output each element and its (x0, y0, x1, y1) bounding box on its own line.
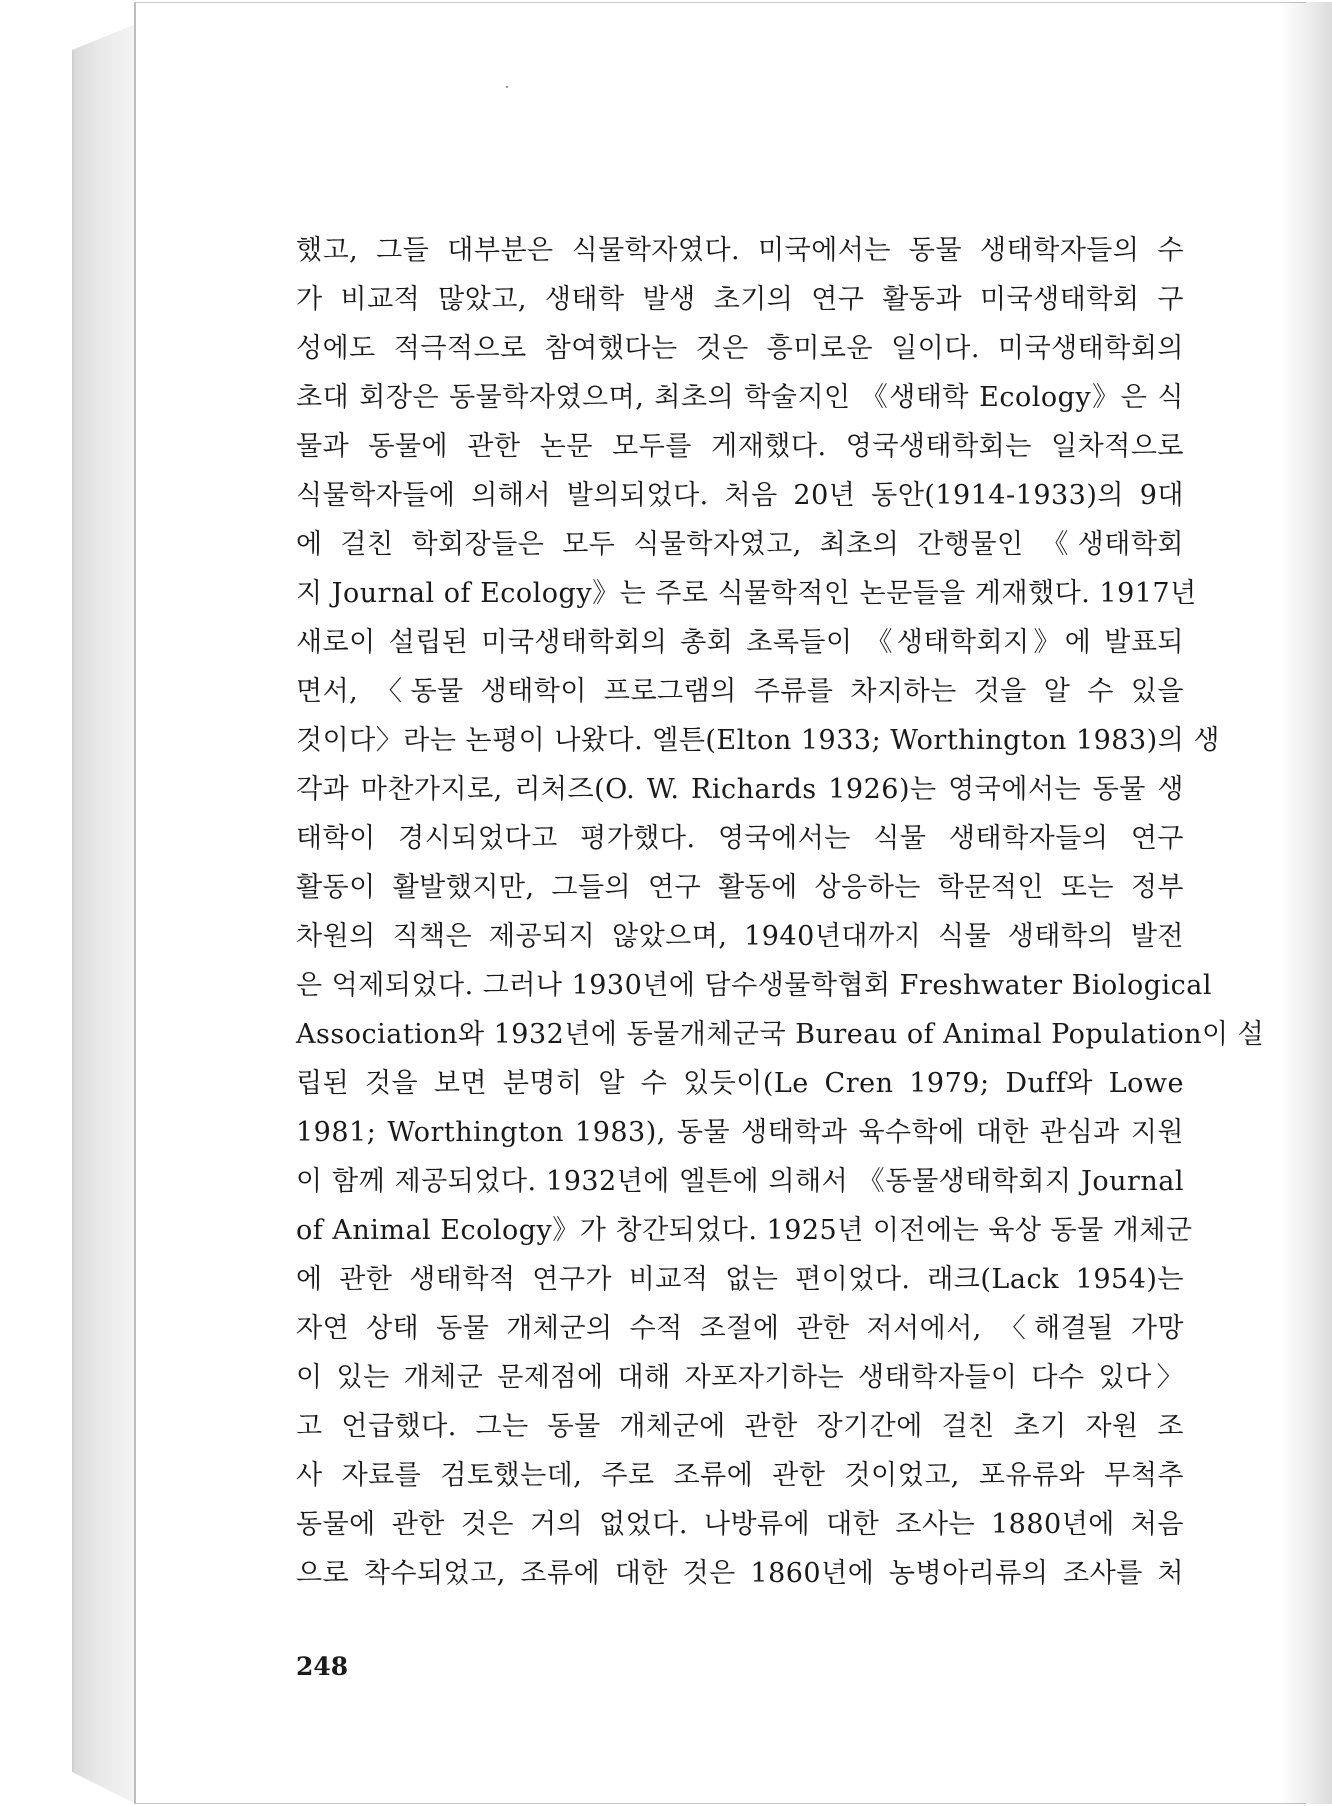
page-shadow (1280, 2, 1332, 1804)
text-line: Association와 1932년에 동물개체군국 Bureau of Animal Population이 설 (296, 1019, 1265, 1050)
text-line: 면서, 〈동물 생태학이 프로그램의 주류를 차지하는 것을 알 수 있을 (296, 676, 1184, 707)
text-line: 태학이 경시되었다고 평가했다. 영국에서는 식물 생태학자들의 연구 (296, 823, 1184, 854)
text-line: 에 관한 생태학적 연구가 비교적 없는 편이었다. 래크(Lack 1954)는 (296, 1264, 1184, 1295)
text-line: of Animal Ecology》가 창간되었다. 1925년 이전에는 육상 동물 개체군 (296, 1215, 1193, 1246)
text-line: 으로 착수되었고, 조류에 대한 것은 1860년에 농병아리류의 조사를 처 (296, 1558, 1184, 1589)
text-line: 했고, 그들 대부분은 식물학자였다. 미국에서는 동물 생태학자들의 수 (296, 235, 1184, 266)
text-line: 가 비교적 많았고, 생태학 발생 초기의 연구 활동과 미국생태학회 구 (296, 284, 1184, 315)
text-line: 각과 마찬가지로, 리처즈(O. W. Richards 1926)는 영국에서는 동물 생 (296, 774, 1184, 805)
text-line: 것이다〉라는 논평이 나왔다. 엘튼(Elton 1933; Worthington 1983)의 생 (296, 725, 1220, 756)
text-line: 초대 회장은 동물학자였으며, 최초의 학술지인 《생태학 Ecology》은 식 (296, 382, 1184, 413)
text-line: 새로이 설립된 미국생태학회의 총회 초록들이 《생태학회지》에 발표되 (296, 627, 1184, 658)
text-line: 고 언급했다. 그는 동물 개체군에 관한 장기간에 걸친 초기 자원 조 (296, 1411, 1184, 1442)
text-line: 지 Journal of Ecology》는 주로 식물학적인 논문들을 게재했다. 1917년 (296, 578, 1197, 609)
text-line: 활동이 활발했지만, 그들의 연구 활동에 상응하는 학문적인 또는 정부 (296, 872, 1184, 903)
text-line: 물과 동물에 관한 논문 모두를 게재했다. 영국생태학회는 일차적으로 (296, 431, 1184, 462)
text-line: 차원의 직책은 제공되지 않았으며, 1940년대까지 식물 생태학의 발전 (296, 921, 1184, 952)
text-line: 1981; Worthington 1983), 동물 생태학과 육수학에 대한 관심과 지원 (296, 1117, 1184, 1148)
page-number: 248 (296, 1652, 349, 1681)
book-edge (72, 24, 136, 1804)
text-line: 성에도 적극적으로 참여했다는 것은 흥미로운 일이다. 미국생태학회의 (296, 333, 1184, 364)
body-text (296, 226, 1265, 1598)
text-line: 자연 상태 동물 개체군의 수적 조절에 관한 저서에서, 〈해결될 가망 (296, 1313, 1184, 1344)
text-line: 이 있는 개체군 문제점에 대해 자포자기하는 생태학자들이 다수 있다〉 (296, 1362, 1184, 1393)
text-line: 립된 것을 보면 분명히 알 수 있듯이(Le Cren 1979; Duff와 Lowe (296, 1068, 1184, 1099)
scan-speck (506, 86, 508, 88)
text-line: 동물에 관한 것은 거의 없었다. 나방류에 대한 조사는 1880년에 처음 (296, 1509, 1184, 1540)
text-line: 식물학자들에 의해서 발의되었다. 처음 20년 동안(1914-1933)의 9대 (296, 480, 1184, 511)
text-line: 에 걸친 학회장들은 모두 식물학자였고, 최초의 간행물인 《생태학회 (296, 529, 1184, 560)
text-line: 사 자료를 검토했는데, 주로 조류에 관한 것이었고, 포유류와 무척추 (296, 1460, 1184, 1491)
book-edge-line (72, 50, 74, 1772)
text-line: 은 억제되었다. 그러나 1930년에 담수생물학협회 Freshwater Biological (296, 970, 1212, 1001)
text-line: 이 함께 제공되었다. 1932년에 엘튼에 의해서 《동물생태학회지 Journal (296, 1166, 1184, 1197)
